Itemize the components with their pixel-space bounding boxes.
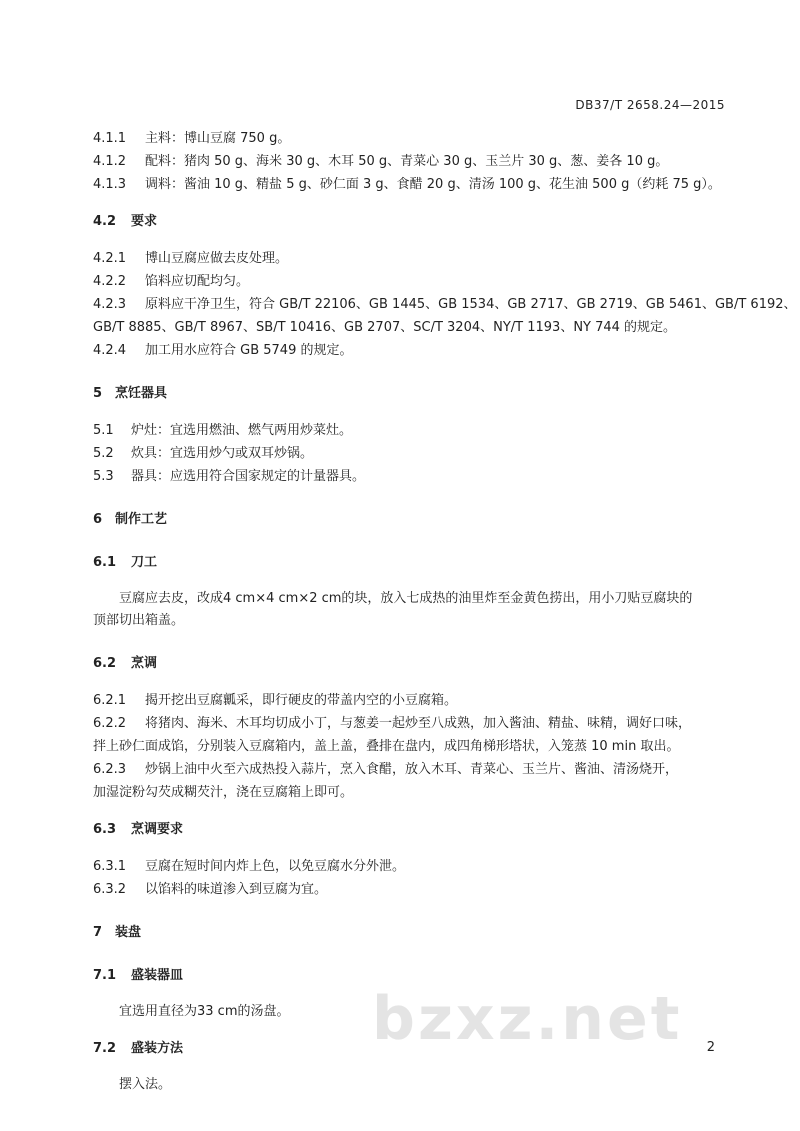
section-title: 刀工 [131, 555, 158, 570]
clause-number: 4.1.3 [93, 177, 127, 192]
clause-4-1-3 [93, 173, 733, 196]
clause-text: 主料：博山豆腐 750 g。 [145, 131, 291, 146]
clause-number: 4.1.1 [93, 131, 127, 146]
clause-5-2 [93, 442, 733, 465]
section-5-heading [93, 382, 733, 405]
clause-text: 炊具：宜选用炒勺或双耳炒锅。 [131, 446, 314, 461]
clause-number: 5.2 [93, 446, 114, 461]
clause-5-3 [93, 465, 733, 488]
section-number: 6.2 [93, 656, 117, 671]
document-body [93, 127, 797, 1096]
section-6-heading [93, 508, 733, 531]
clause-6-3-1 [93, 855, 733, 878]
clause-text-line-1: 将猪肉、海米、木耳均切成小丁，与葱姜一起炒至八成熟，加入酱油、精盐、味精，调好口味， [145, 716, 692, 731]
section-title: 装盘 [115, 925, 142, 940]
section-number: 7 [93, 925, 103, 940]
clause-text: 加工用水应符合 GB 5749 的规定。 [145, 343, 353, 358]
clause-number: 4.2.4 [93, 343, 127, 358]
clause-text: 配料：猪肉 50 g、海米 30 g、木耳 50 g、青菜心 30 g、玉兰片 30 g、葱、姜各 10 g。 [145, 154, 669, 169]
section-7-1-text: 宜选用直径为33 cm的汤盘。 [119, 1004, 290, 1019]
section-4-2-heading [93, 210, 733, 233]
clause-number: 4.2.3 [93, 297, 127, 312]
clause-text-line-1: 原料应干净卫生，符合 GB/T 22106、GB 1445、GB 1534、GB 2717、GB 2719、GB 5461、GB/T 6192、 [145, 297, 797, 312]
clause-4-2-3 [93, 293, 797, 316]
section-title: 制作工艺 [115, 512, 168, 527]
clause-4-2-4 [93, 339, 733, 362]
clause-6-2-2-continued: 拌上砂仁面成馅，分别装入豆腐箱内，盖上盖，叠排在盘内，成四角梯形塔状，入笼蒸 10 min 取出。 [93, 739, 680, 754]
section-title: 烹饪器具 [115, 386, 168, 401]
clause-5-1 [93, 419, 733, 442]
section-6-2-heading [93, 652, 733, 675]
section-title: 盛装器皿 [131, 968, 184, 983]
clause-number: 4.2.1 [93, 251, 127, 266]
section-number: 5 [93, 386, 103, 401]
clause-4-1-2 [93, 150, 733, 173]
clause-text: 揭开挖出豆腐瓤采，即行硬皮的带盖内空的小豆腐箱。 [145, 693, 458, 708]
page-number: 2 [706, 1040, 715, 1055]
section-number: 6.1 [93, 555, 117, 570]
clause-number: 5.3 [93, 469, 114, 484]
clause-text: 器具：应选用符合国家规定的计量器具。 [131, 469, 366, 484]
section-6-1-text-line-1: 豆腐应去皮，改成4 cm×4 cm×2 cm的块，放入七成热的油里炸至金黄色捞出，用小刀贴豆腐块的 [119, 591, 693, 606]
clause-text: 炉灶：宜选用燃油、燃气两用炒菜灶。 [131, 423, 353, 438]
section-number: 4.2 [93, 214, 117, 229]
clause-4-2-2 [93, 270, 733, 293]
section-title: 烹调要求 [131, 822, 184, 837]
clause-6-2-1 [93, 689, 733, 712]
section-number: 7.1 [93, 968, 117, 983]
watermark-text: bzxz.net [372, 984, 683, 1054]
clause-number: 6.3.2 [93, 882, 127, 897]
clause-number: 6.2.2 [93, 716, 127, 731]
clause-4-1-1 [93, 127, 733, 150]
clause-number: 4.2.2 [93, 274, 127, 289]
clause-6-2-3-continued: 加湿淀粉勾芡成糊芡汁，浇在豆腐箱上即可。 [93, 785, 354, 800]
clause-text: 调料：酱油 10 g、精盐 5 g、砂仁面 3 g、食醋 20 g、清汤 100 g、花生油 500 g（约耗 75 g）。 [145, 177, 721, 192]
clause-6-2-3 [93, 758, 733, 781]
clause-number: 6.3.1 [93, 859, 127, 874]
section-6-3-heading [93, 818, 733, 841]
clause-text: 馅料应切配均匀。 [145, 274, 250, 289]
section-number: 7.2 [93, 1041, 117, 1056]
section-number: 6.3 [93, 822, 117, 837]
section-7-heading [93, 921, 733, 944]
section-title: 要求 [131, 214, 158, 229]
clause-text: 以馅料的味道渗入到豆腐为宜。 [145, 882, 328, 897]
section-title: 盛装方法 [131, 1041, 184, 1056]
section-7-2-text: 摆入法。 [119, 1077, 172, 1092]
section-6-1-heading [93, 551, 733, 574]
clause-6-2-2 [93, 712, 733, 735]
clause-number: 6.2.1 [93, 693, 127, 708]
clause-number: 6.2.3 [93, 762, 127, 777]
section-title: 烹调 [131, 656, 158, 671]
section-number: 6 [93, 512, 103, 527]
clause-text-line-1: 炒锅上油中火至六成热投入蒜片，烹入食醋，放入木耳、青菜心、玉兰片、酱油、清汤烧开， [145, 762, 679, 777]
section-6-1-text-line-2: 顶部切出箱盖。 [93, 613, 185, 628]
clause-number: 5.1 [93, 423, 114, 438]
clause-4-2-3-continued: GB/T 8885、GB/T 8967、SB/T 10416、GB 2707、SC/T 3204、NY/T 1193、NY 744 的规定。 [93, 320, 677, 335]
clause-4-2-1 [93, 247, 733, 270]
clause-6-3-2 [93, 878, 733, 901]
standard-code: DB37/T 2658.24—2015 [575, 98, 725, 112]
clause-number: 4.1.2 [93, 154, 127, 169]
clause-text: 博山豆腐应做去皮处理。 [145, 251, 289, 266]
clause-text: 豆腐在短时间内炸上色，以免豆腐水分外泄。 [145, 859, 406, 874]
